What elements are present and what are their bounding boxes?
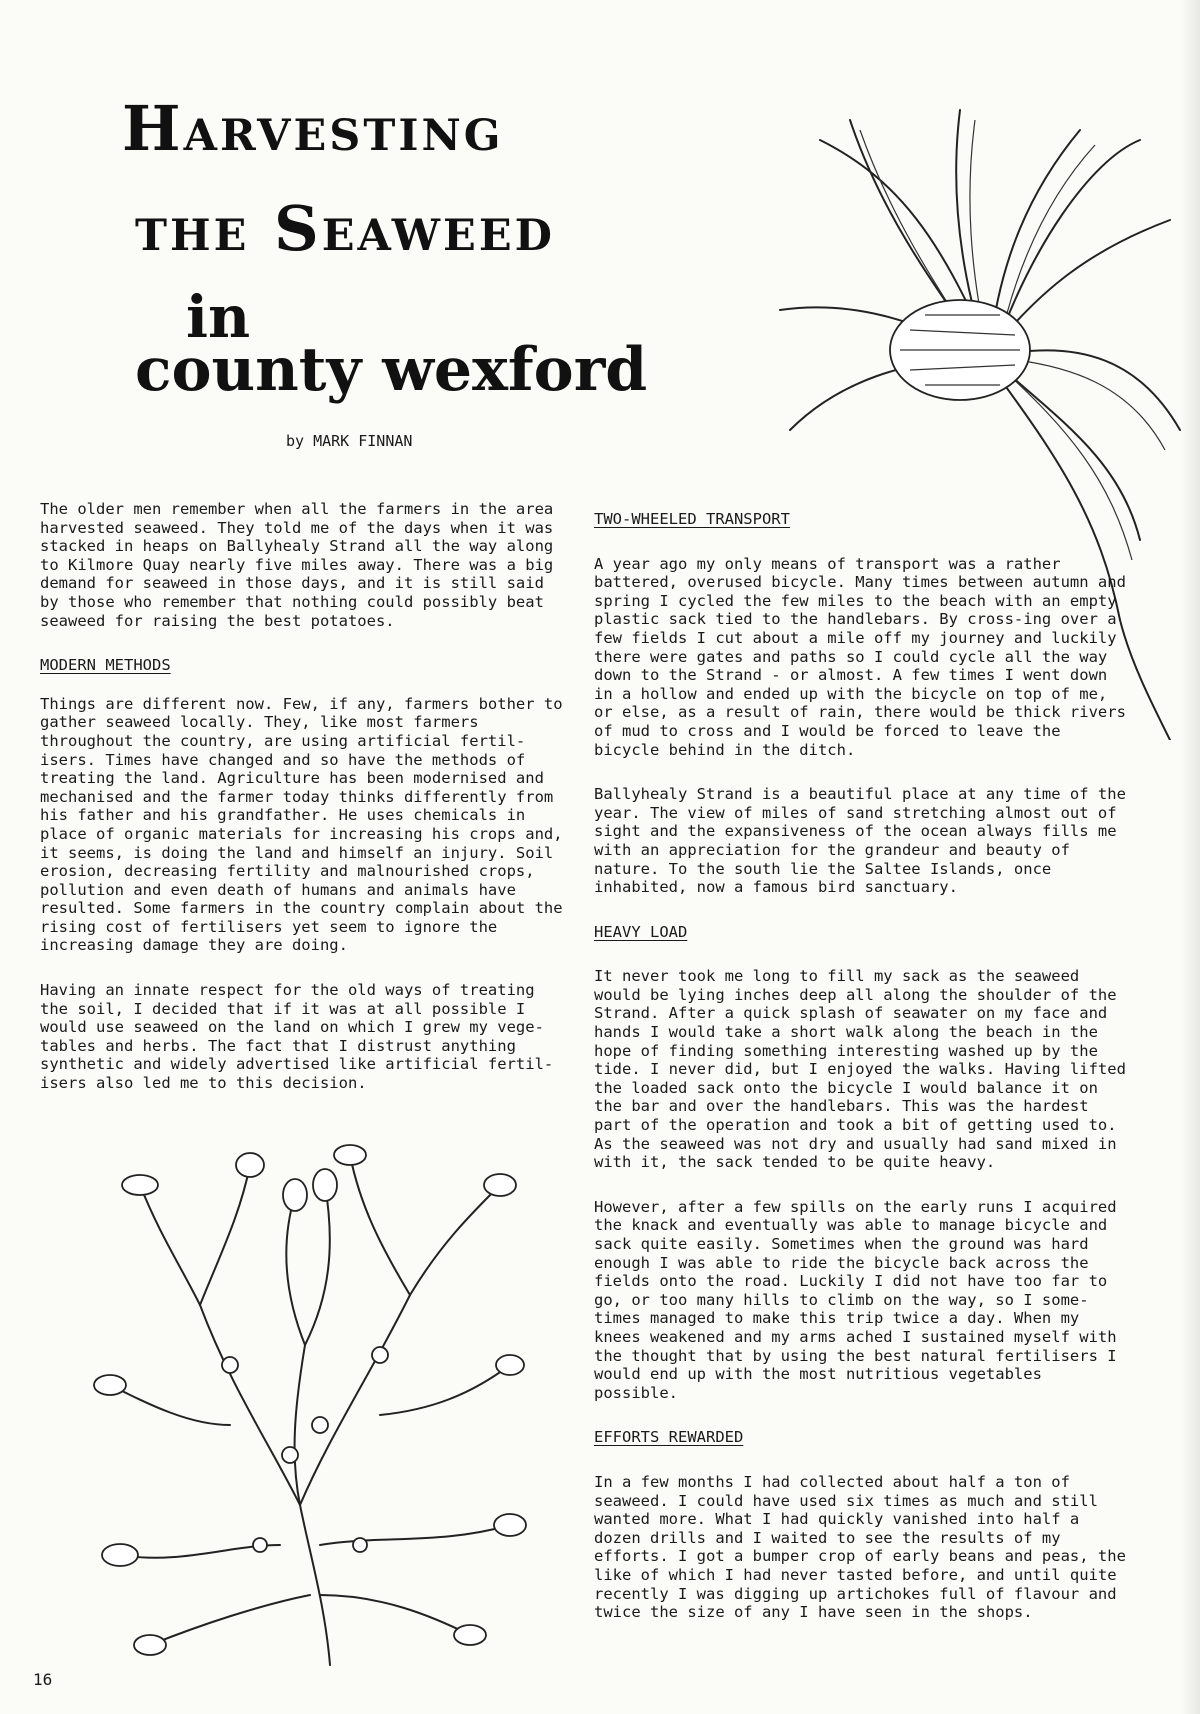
left-column xyxy=(40,500,570,1119)
paragraph: Ballyhealy Strand is a beautiful place at any time of the year. The view of miles of sand stretching almost out of sight and the expansiveness of the ocean always fills me with an appreciation for the grandeur and beauty of nature. To the south lie the Saltee Islands, once inhabited, now a famous bird sanctuary. xyxy=(594,785,1126,897)
paragraph: Having an innate respect for the old ways of treating the soil, I decided that if it was at all possible I would use seaweed on the land on which I grew my vege-tables and herbs. The fact that I distrust anything synthetic and widely advertised like artificial fertil-isers also led me to this decision. xyxy=(40,981,554,1093)
title-line-2: the Seaweed xyxy=(135,192,555,265)
bladderwrack-illustration-icon xyxy=(80,1125,540,1670)
title-line-3: in xyxy=(186,283,251,351)
paragraph: The older men remember when all the farmers in the area harvested seaweed. They told me of the days when it was stacked in heaps on Ballyhealy Strand all the way along to Kilmore Quay nearly five miles away. There was a big demand for seaweed in those days, and it is still said by those who remember that nothing could possibly beat seaweed for raising the best potatoes. xyxy=(40,500,554,630)
paragraph: A year ago my only means of transport was a rather battered, overused bicycle. Many times between autumn and spring I cycled the few miles to the beach with an empty plastic sack tied to the handlebars. By cross-ing over a few fields I cut about a mile off my journey and luckily there were gates and paths so I could cycle all the way down to the Strand - or almost. A few times I went down in a hollow and ended up with the bicycle on top of me, or else, as a result of rain, there would be thick rivers of mud to cross and I would be forced to leave the bicycle behind in the ditch. xyxy=(594,554,1126,759)
section-heading: TWO-WHEELED TRANSPORT xyxy=(594,510,790,528)
paragraph: In a few months I had collected about half a ton of seaweed. I could have used six times as much and still wanted more. What I had quickly vanished into half a dozen drills and I waited to see the results of my efforts. I got a bumper crop of early beans and peas, the like of which I had never tasted before, and until quite recently I was digging up artichokes full of flavour and twice the size of any I have seen in the shops. xyxy=(594,1472,1126,1622)
title-line-1: Harvesting xyxy=(122,92,504,165)
paragraph: It never took me long to fill my sack as the seaweed would be lying inches deep all along the shoulder of the Strand. After a quick splash of seawater on my face and hands I would take a short walk along the beach in the hope of finding something interesting washed up by the tide. I never did, but I enjoyed the walks. Having lifted the loaded sack onto the bicycle I would balance it on the bar and over the handlebars. This was the hardest part of the operation and took a bit of getting used to. As the seaweed was not dry and usually had sand mixed in with it, the sack tended to be quite heavy. xyxy=(594,967,1126,1172)
right-column xyxy=(594,510,1134,1648)
page-number: 16 xyxy=(33,1670,53,1689)
paragraph: Things are different now. Few, if any, farmers bother to gather seaweed locally. They, like most farmers throughout the country, are using artificial fertil-isers. Times have changed and so have the methods of treating the land. Agriculture has been modernised and mechanised and the farmer today thinks differently from his father and his grandfather. He uses chemicals in place of organic materials for increasing his crops and, it seems, is doing the land and himself an injury. Soil erosion, decreasing fertility and malnourished crops, pollution and even death of humans and animals have resulted. Some farmers in the country complain about the rising cost of fertilisers yet seem to ignore the increasing damage they are doing. xyxy=(40,694,563,955)
section-heading: MODERN METHODS xyxy=(40,656,171,675)
title-line-4: county wexford xyxy=(135,335,648,405)
section-heading: HEAVY LOAD xyxy=(594,922,688,941)
byline: by MARK FINNAN xyxy=(286,432,413,450)
paragraph: However, after a few spills on the early runs I acquired the knack and eventually was able to manage bicycle and sack quite easily. Sometimes when the ground was hard enough I was able to ride the bicycle back across the fields onto the road. Luckily I did not have too far to go, or too many hills to climb on the way, so I some-times managed to make this trip twice a day. When my knees weakened and my arms ached I sustained myself with the thought that by using the best natural fertilisers I would end up with the most nutritious vegetables possible. xyxy=(594,1197,1117,1402)
section-heading: EFFORTS REWARDED xyxy=(594,1428,744,1447)
